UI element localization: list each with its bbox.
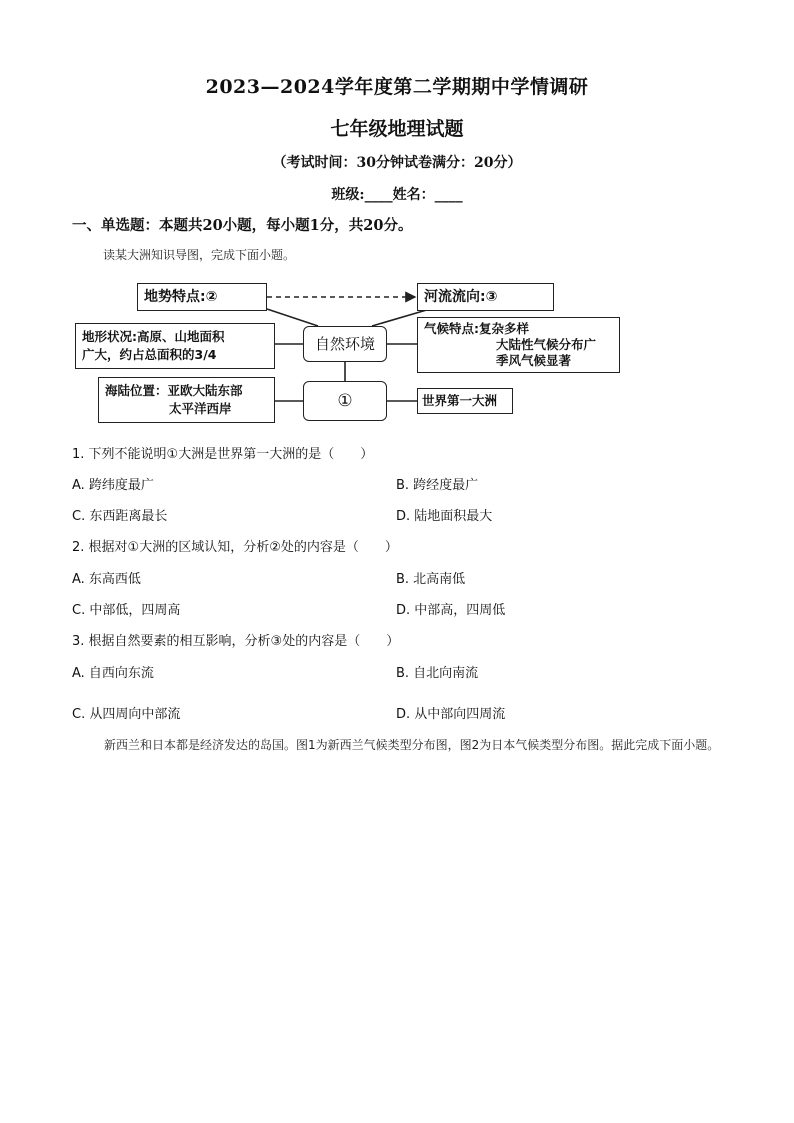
question-1-stem: 1. 下列不能说明①大洲是世界第一大洲的是（ ） <box>72 447 374 462</box>
question-3-option-c[interactable]: C. 从四周向中部流 <box>72 707 181 722</box>
climate-line3: 季风气候显著 <box>496 353 572 368</box>
river-box: 河流流向:③ <box>417 283 554 311</box>
question-1-option-a[interactable]: A. 跨纬度最广 <box>72 478 154 493</box>
continent-one-box: ① <box>303 381 387 421</box>
exam-subtitle-subject: 七年级地理试题 <box>330 118 464 140</box>
first-continent-box: 世界第一大洲 <box>417 388 513 414</box>
question-1-option-c[interactable]: C. 东西距离最长 <box>72 509 168 524</box>
question-2-option-c[interactable]: C. 中部低，四周高 <box>72 603 181 618</box>
question-2-option-b[interactable]: B. 北高南低 <box>396 572 466 587</box>
sea-line2: 太平洋西岸 <box>169 401 232 416</box>
question-2-option-a[interactable]: A. 东高西低 <box>72 572 141 587</box>
landform-box <box>75 323 275 369</box>
section-heading: 一、单选题：本题共20小题，每小题1分，共20分。 <box>72 217 413 234</box>
landform-line1: 地形状况:高原、山地面积 <box>82 329 225 344</box>
question-1-option-d[interactable]: D. 陆地面积最大 <box>396 509 493 524</box>
question-group-intro: 读某大洲知识导图，完成下面小题。 <box>103 248 296 262</box>
exam-time-score: （考试时间：30分钟试卷满分：20分） <box>272 155 522 171</box>
question-3-option-d[interactable]: D. 从中部向四周流 <box>396 707 506 722</box>
exam-title: 2023—2024学年度第二学期期中学情调研 <box>205 76 589 98</box>
question-3-option-a[interactable]: A. 自西向东流 <box>72 666 154 681</box>
question-2-stem: 2. 根据对①大洲的区域认知，分析②处的内容是（ ） <box>72 540 398 555</box>
question-1-option-b[interactable]: B. 跨经度最广 <box>396 478 479 493</box>
climate-box <box>417 317 620 373</box>
sea-land-box <box>98 377 275 423</box>
terrain-box: 地势特点:② <box>137 283 267 311</box>
question-3-stem: 3. 根据自然要素的相互影响，分析③处的内容是（ ） <box>72 634 400 649</box>
sea-line1: 海陆位置：亚欧大陆东部 <box>105 383 243 398</box>
landform-line2: 广大，约占总面积的3/4 <box>82 347 217 362</box>
climate-line1: 气候特点:复杂多样 <box>424 321 529 336</box>
question-group-intro-2: 新西兰和日本都是经济发达的岛国。图1为新西兰气候类型分布图，图2为日本气候类型分布图。据此完成下面小题。 <box>104 738 720 752</box>
class-name-line: 班级:____姓名：____ <box>331 187 463 203</box>
question-3-option-b[interactable]: B. 自北向南流 <box>396 666 479 681</box>
question-2-option-d[interactable]: D. 中部高，四周低 <box>396 603 506 618</box>
climate-line2: 大陆性气候分布广 <box>496 337 597 352</box>
nature-box: 自然环境 <box>303 326 387 362</box>
